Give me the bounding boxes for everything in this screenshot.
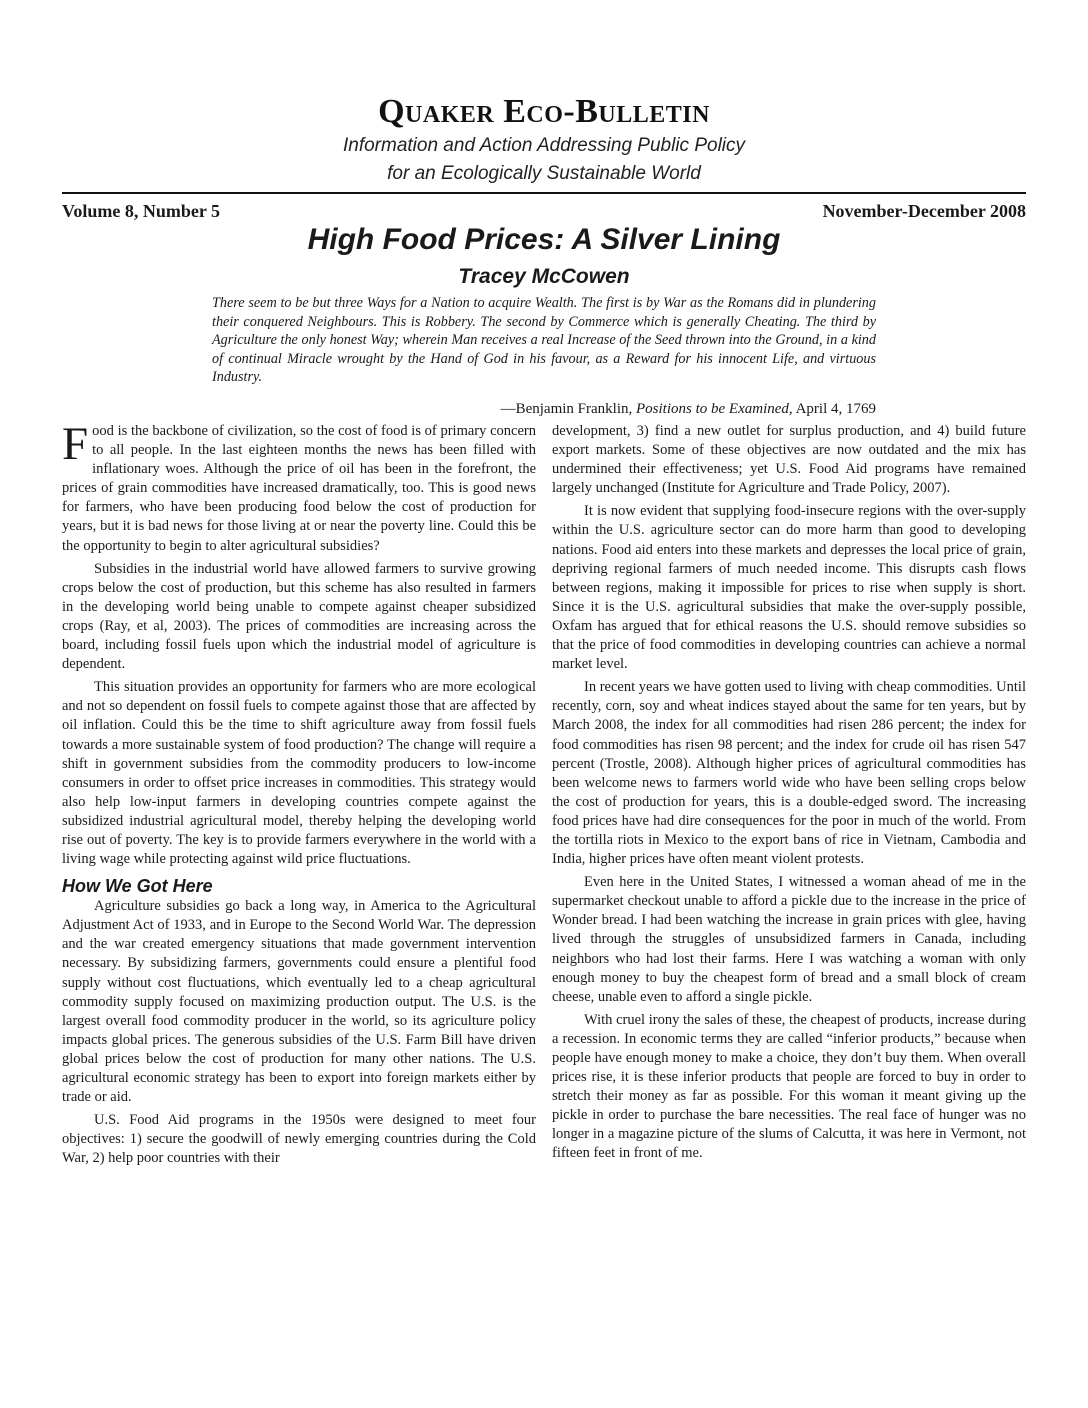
paragraph: With cruel irony the sales of these, the cheapest of products, increase during a recession. In economic terms they are called “inferior products,” because when people have enough money to make a choice, they don’t buy them. When overall prices rise, it is these inferior products that people are forced to buy in order to stretch their money as far as possible. For this woman it meant giving up the pickle in order to purchase the bare necessities. The real face of hunger was no longer in a magazine picture of the slums of Calcutta, it was here in Vermont, not fifteen feet in front of me. [552,1011,1026,1162]
drop-cap: F [62,422,89,470]
paragraph: It is now evident that supplying food-insecure regions with the over-supply within the U.S. agriculture sector can do more harm than good to developing nations. Food aid enters into these markets and depresses the local price of grain, depriving regional farmers of much needed income. This disrupts cash flows between regions, making it impossible for prices to rise when supply is short. Since it is the U.S. agricultural subsidies that make the over-supply possible, Oxfam has argued that for ethical reasons the U.S. should remove subsidies so that the price of food commodities in developing countries can achieve a normal market level. [552,503,1026,673]
right-column [552,422,1026,1342]
paragraph: Agriculture subsidies go back a long way, in America to the Agricultural Adjustment Act of 1933, and in Europe to the Second World War. The depression and the war created emergency situations that made government intervention necessary. By subsidizing farmers, governments could ensure a plentiful food supply without cost fluctuations, which eventually led to a cheap agricultural commodity supply focused on maximizing production output. The U.S. is the largest overall food commodity producer in the world, so its agriculture policy impacts global prices. The generous subsidies of the U.S. Farm Bill have driven global prices below the cost of production for many other nations. The U.S. agricultural economic strategy has been to export into foreign markets either by trade or aid. [62,898,536,1106]
publication-subtitle-line1: Information and Action Addressing Public Policy [342,135,746,156]
paragraph-text: ood is the backbone of civilization, so the cost of food is of primary concern to all people. In the last eighteen months the news has been filled with inflationary woes. Although the price of oil has been in the forefront, the prices of grain commodities have increased dramatically, too. This is good news for farmers, who have been producing food below the cost of production for years, but it is bad news for those living at or near the poverty line. Could this be the opportunity to begin to alter agricultural subsidies? [62,423,536,554]
article-headline: High Food Prices: A Silver Lining [307,223,781,256]
publication-subtitle-line2: for an Ecologically Sustainable World [387,163,701,184]
section-heading: How We Got Here [62,876,213,897]
paragraph: Even here in the United States, I witnessed a woman ahead of me in the supermarket checkout unable to afford a pickle due to the increase in the price of Wonder bread. I had been watching the increase in grain prices with glee, having lived through the struggles of unsubsidized farmers in Canada, including neighbors who had lost their farms. Here I was watching a woman with only enough money to buy the cheapest form of bread and a small block of cream cheese, unable even to afford a single pickle. [552,874,1026,1005]
epigraph-quote: There seem to be but three Ways for a Nation to acquire Wealth. The first is by War as the Romans did in plundering their conquered Neighbours. This is Robbery. The second by Commerce which is generally Cheating. The third by Agriculture the only honest Way; wherein Man receives a real Increase of the Seed thrown into the Ground, in a kind of continual Miracle wrought by the Hand of God in his favour, as a Reward for his innocent Life, and virtuous Industry. [212,295,876,386]
issue-date: November-December 2008 [822,201,1026,221]
attribution-prefix: —Benjamin Franklin, [500,401,636,417]
paragraph: This situation provides an opportunity for farmers who are more ecological and not so dependent on fossil fuels to compete against those that are affected by oil inflation. Could this be the time to shift agriculture away from fossil fuels towards a more sustainable system of food production? The change will require a shift in government subsidies from the commodity producers to low-income consumers in order to offset price increases in commodities. This strategy would also help low-input farmers in developing countries compete against the subsidized industrial agricultural model, thereby helping the developing world rise out of poverty. The key is to provide farmers everywhere in the world with a living wage while protecting against wild price fluctuations. [62,679,536,868]
paragraph: In recent years we have gotten used to living with cheap commodities. Until recently, corn, soy and wheat indices stayed about the same for ten years, but by March 2008, the index for all commodities had risen 286 percent; the index for food commodities has risen 98 percent; and the index for crude oil has risen 547 percent (Trostle, 2008). Although higher prices of agricultural commodities has been welcome news to farmers world wide who have been selling crops below the cost of production for years, this is a double-edged sword. The increasing food prices have had dire consequences for the poor in much of the world. From the tortilla riots in Mexico to the export bans of rice in Vietnam, Cambodia and India, higher prices have often meant violent protests. [552,679,1026,868]
paragraph: Subsidies in the industrial world have allowed farmers to survive growing crops below the cost of production, but this scheme has also resulted in farmers in the developing world being unable to compete against cheaper subsidized crops (Ray, et al, 2003). The prices of commodities are increasing across the board, including fossil fuels upon which the industrial model of agriculture is dependent. [62,560,536,673]
publication-title: Quaker Eco-Bulletin [378,93,710,130]
attribution-work: Positions to be Examined [636,401,789,417]
attribution-date: , April 4, 1769 [788,401,876,417]
paragraph [62,422,536,556]
masthead-divider [62,192,1026,194]
paragraph: U.S. Food Aid programs in the 1950s were designed to meet four objectives: 1) secure the goodwill of newly emerging countries during the Cold War, 2) help poor countries with their [62,1112,536,1167]
masthead [0,92,1088,188]
volume-number: Volume 8, Number 5 [62,201,221,221]
left-column [62,422,536,1342]
article-author: Tracey McCowen [458,265,630,288]
paragraph: development, 3) find a new outlet for surplus production, and 4) build future export markets. Some of these objectives are now outdated and the mix has undermined their effectiveness; yet U.S. Food Aid programs have remained largely unchanged (Institute for Agriculture and Trade Policy, 2007). [552,423,1026,497]
epigraph-attribution [501,399,876,419]
